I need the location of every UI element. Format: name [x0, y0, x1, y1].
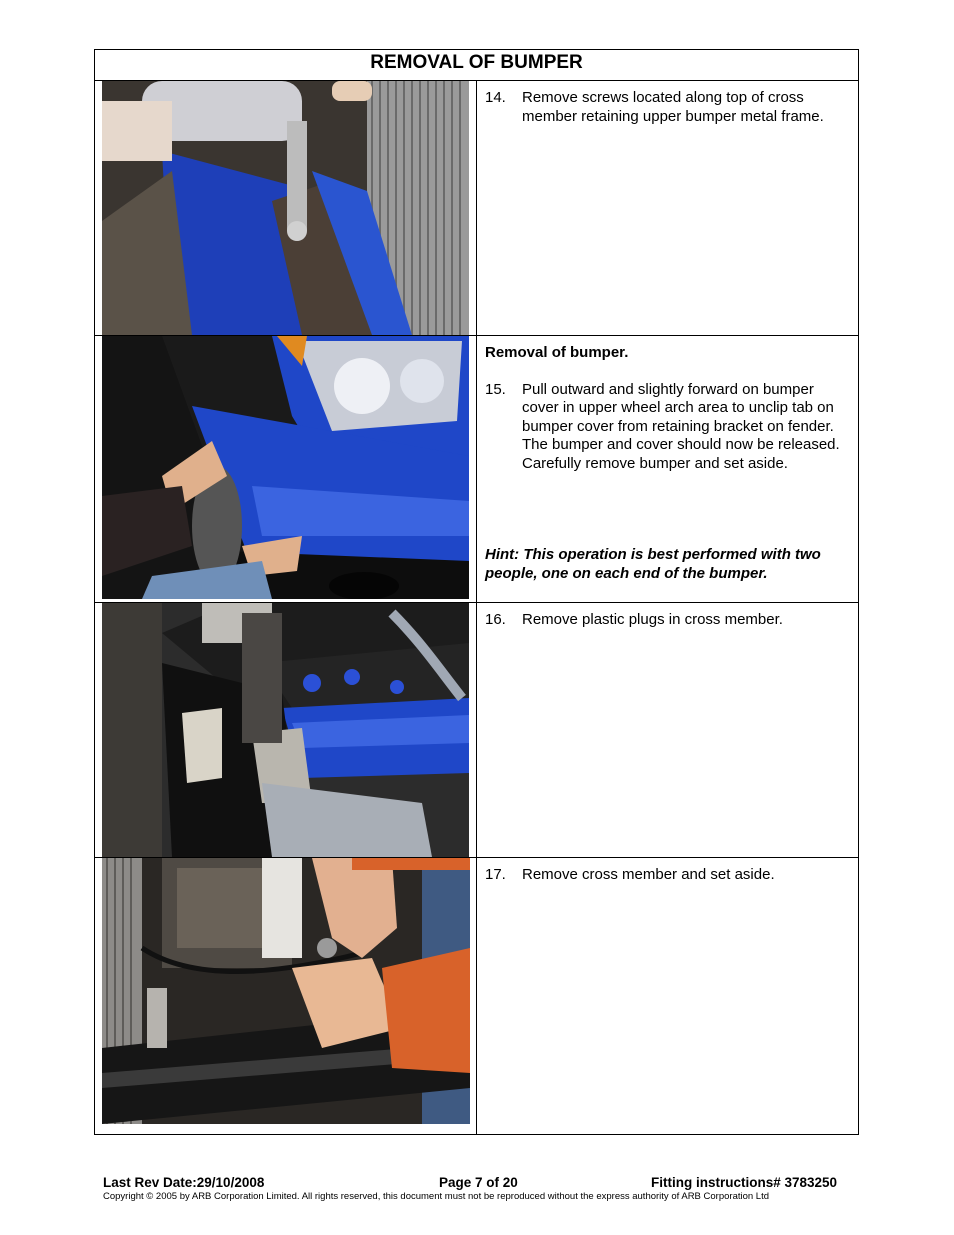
- page-number: Page 7 of 20: [439, 1175, 518, 1190]
- photo-cell: [95, 603, 477, 857]
- step-text-cell: [477, 603, 858, 857]
- step-15: [485, 381, 850, 474]
- step-text-cell: [477, 336, 858, 602]
- hint-text: Hint: This operation is best performed with two people, one on each end of the bumper.: [485, 546, 821, 582]
- step-description: Remove screws located along top of cross member retaining upper bumper metal frame.: [522, 89, 824, 125]
- photo-cell: [95, 336, 477, 602]
- photo-cross-member-screws: [102, 81, 469, 335]
- sub-heading: Removal of bumper.: [485, 344, 629, 361]
- step-row-17: [95, 858, 858, 1134]
- step-description: Remove plastic plugs in cross member.: [522, 611, 783, 628]
- photo-plastic-plugs: [102, 603, 469, 857]
- photo-cross-member-removal: [102, 858, 470, 1124]
- step-17: [485, 866, 850, 885]
- page-footer: [103, 1175, 855, 1202]
- step-text-cell: [477, 858, 858, 1134]
- step-description: Remove cross member and set aside.: [522, 866, 775, 883]
- section-title: REMOVAL OF BUMPER: [95, 50, 858, 81]
- photo-cell: [95, 81, 477, 335]
- photo-cell: [95, 858, 477, 1134]
- fitting-instructions-number: Fitting instructions# 3783250: [651, 1175, 838, 1190]
- instruction-table: [94, 49, 859, 1135]
- step-row-14: [95, 81, 858, 336]
- step-row-16: [95, 603, 858, 858]
- step-number: 17.: [485, 866, 506, 883]
- copyright-notice: Copyright © 2005 by ARB Corporation Limited. All rights reserved, this document must not be reproduced without the express authority of ARB Corporation Ltd: [103, 1191, 770, 1202]
- photo-bumper-release: [102, 336, 469, 599]
- step-description: Pull outward and slightly forward on bumper cover in upper wheel arch area to unclip tab on bumper cover from retaining bracket on fender. The bumper and cover should now be released. Carefully remove bumper and set aside.: [522, 380, 840, 472]
- step-14: [485, 89, 850, 126]
- footer-info-line: [103, 1175, 855, 1191]
- rev-date: Last Rev Date:29/10/2008: [103, 1175, 265, 1190]
- step-16: [485, 611, 850, 630]
- step-text-cell: [477, 81, 858, 335]
- step-number: 15.: [485, 380, 506, 398]
- step-number: 16.: [485, 611, 506, 628]
- step-number: 14.: [485, 89, 506, 106]
- step-row-15: [95, 336, 858, 603]
